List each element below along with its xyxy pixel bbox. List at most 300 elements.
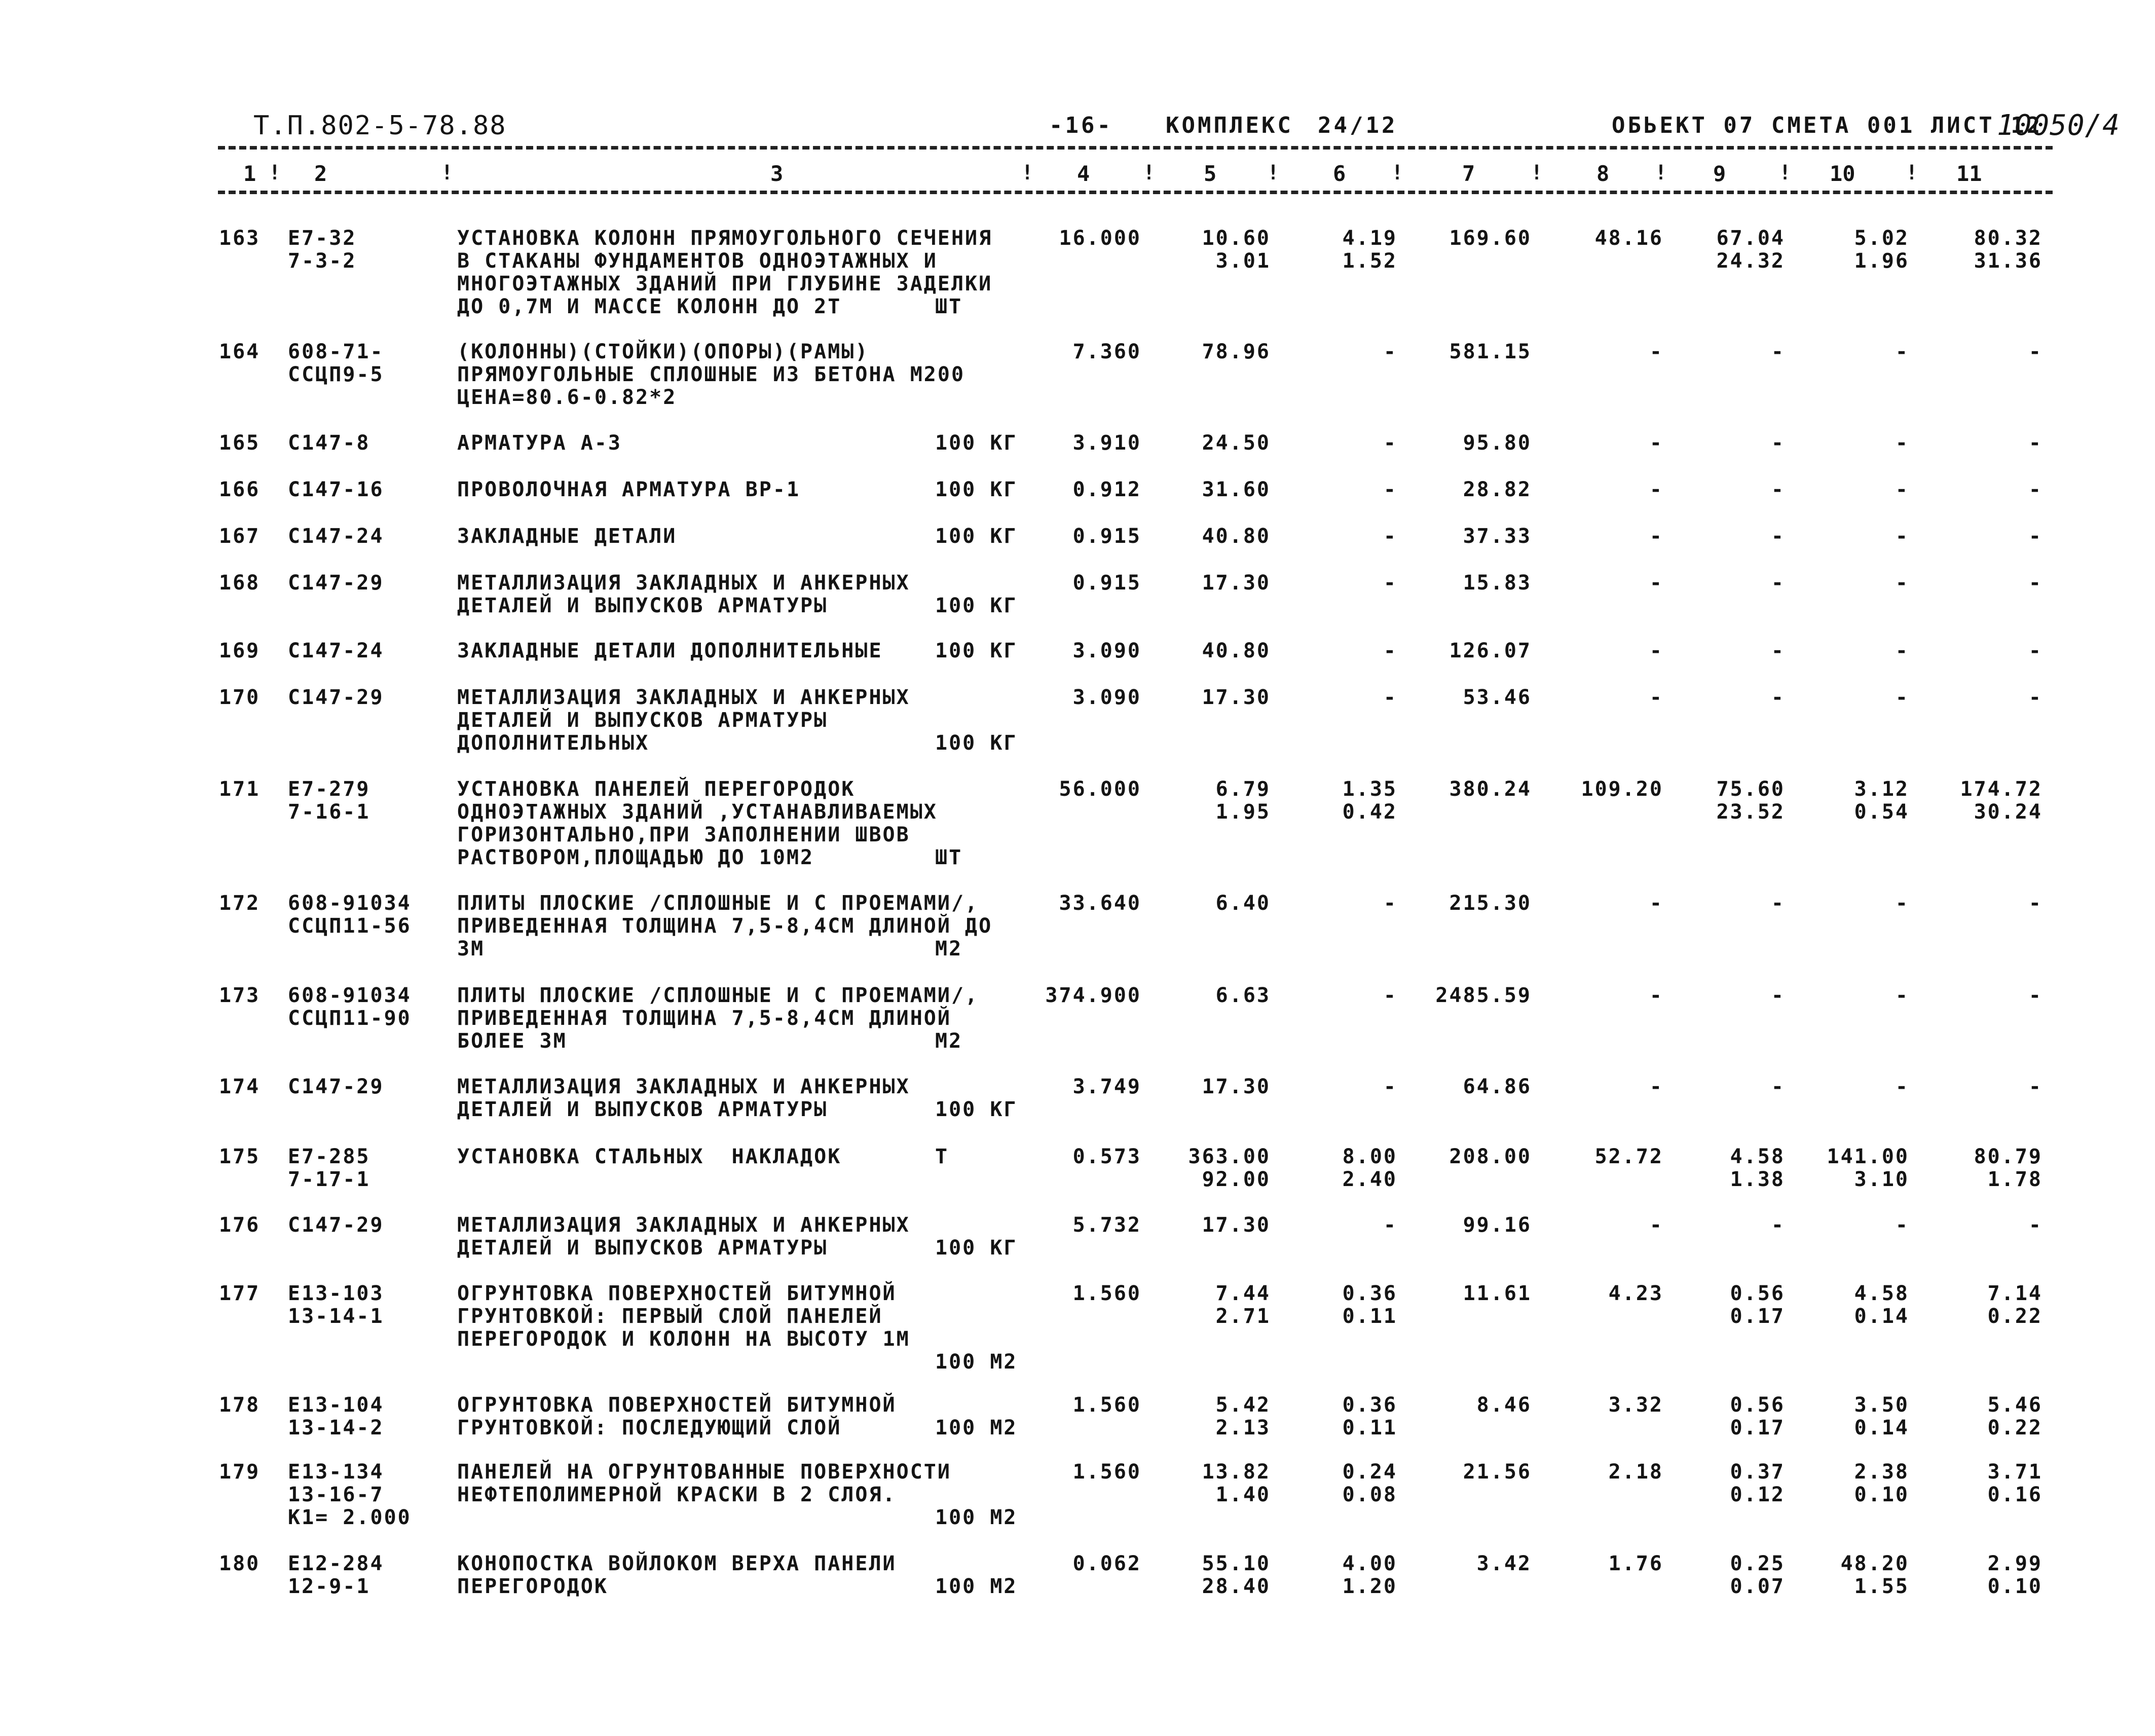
row-number-line: 170 bbox=[219, 686, 261, 709]
labor-total bbox=[1988, 1282, 2042, 1328]
machine-operation-line: - bbox=[1771, 892, 1785, 915]
labor-total bbox=[2029, 478, 2042, 501]
unit-cost-line: 40.80 bbox=[1202, 639, 1271, 662]
quantity-line: 0.912 bbox=[1072, 478, 1141, 501]
row-number bbox=[219, 572, 260, 595]
labor-total bbox=[1988, 1461, 2042, 1506]
complex-number: 24/12 bbox=[1318, 113, 1398, 138]
quantity-line: 5.732 bbox=[1072, 1213, 1141, 1237]
quantity bbox=[1073, 432, 1141, 455]
column-separator: ! bbox=[1655, 161, 1667, 184]
row-number-line: 172 bbox=[219, 892, 261, 915]
unit-cost-machines-line: 2.40 bbox=[1342, 1168, 1397, 1191]
work-description bbox=[457, 1076, 910, 1121]
norm-code-line: ССЦП9-5 bbox=[288, 363, 384, 386]
total-wages-line: 109.20 bbox=[1581, 778, 1663, 801]
norm-code-line: ССЦП11-90 bbox=[288, 1007, 412, 1030]
row-number bbox=[219, 984, 260, 1007]
quantity bbox=[1073, 1553, 1141, 1575]
row-number-line: 177 bbox=[219, 1282, 261, 1305]
norm-code-line: Е7-279 bbox=[288, 778, 370, 801]
unit-of-measure bbox=[935, 1351, 1018, 1374]
norm-code bbox=[288, 572, 384, 595]
labor-per-unit-line: - bbox=[1895, 571, 1909, 595]
labor-total-line: 174.72 bbox=[1960, 778, 2042, 801]
unit-of-measure-line: 100 М2 bbox=[935, 1416, 1018, 1439]
work-description bbox=[457, 432, 622, 455]
total-cost bbox=[1450, 640, 1532, 662]
norm-code-line: Е13-134 bbox=[288, 1460, 384, 1484]
total-cost bbox=[1450, 227, 1532, 250]
machine-operation-line: - bbox=[1771, 686, 1785, 709]
unit-cost-machines-line: 0.11 bbox=[1342, 1416, 1397, 1439]
norm-code bbox=[288, 432, 370, 455]
unit-of-measure-line: 100 КГ bbox=[935, 431, 1018, 455]
norm-code-line: 7-17-1 bbox=[288, 1168, 370, 1191]
unit-cost bbox=[1202, 1553, 1271, 1598]
row-number-line: 180 bbox=[219, 1552, 261, 1575]
machine-operation-line: 0.12 bbox=[1730, 1483, 1785, 1506]
machine-operation bbox=[1771, 892, 1785, 915]
quantity-line: 33.640 bbox=[1059, 892, 1141, 915]
work-description-line: ОГРУНТОВКА ПОВЕРХНОСТЕЙ БИТУМНОЙ bbox=[457, 1393, 897, 1417]
labor-per-unit-line: 1.96 bbox=[1854, 249, 1909, 273]
quantity bbox=[1059, 227, 1142, 250]
quantity-line: 0.573 bbox=[1072, 1145, 1141, 1168]
column-number: 1 bbox=[243, 161, 256, 186]
machine-operation bbox=[1771, 640, 1785, 662]
quantity-line: 3.910 bbox=[1072, 431, 1141, 455]
labor-per-unit-line: 0.14 bbox=[1854, 1416, 1909, 1439]
total-cost bbox=[1463, 525, 1532, 548]
unit-cost-machines-line: - bbox=[1383, 892, 1397, 915]
machine-operation bbox=[1771, 1076, 1785, 1098]
labor-total bbox=[2029, 640, 2042, 662]
row-number-line: 171 bbox=[219, 778, 261, 801]
work-description bbox=[457, 778, 938, 869]
work-description-line: УСТАНОВКА СТАЛЬНЫХ НАКЛАДОК bbox=[457, 1145, 842, 1168]
work-description-line: ГРУНТОВКОЙ: ПЕРВЫЙ СЛОЙ ПАНЕЛЕЙ bbox=[457, 1305, 883, 1328]
norm-code bbox=[288, 892, 412, 938]
labor-total-line: 0.22 bbox=[1987, 1305, 2042, 1328]
unit-cost-machines bbox=[1384, 984, 1397, 1007]
unit-cost-line: 6.40 bbox=[1215, 892, 1271, 915]
unit-cost-line: 1.40 bbox=[1215, 1483, 1271, 1506]
machine-operation-line: 0.17 bbox=[1730, 1305, 1785, 1328]
row-number-line: 174 bbox=[219, 1075, 261, 1098]
labor-per-unit bbox=[1896, 984, 1909, 1007]
unit-of-measure-line: 100 М2 bbox=[935, 1350, 1018, 1374]
column-separator: ! bbox=[1531, 161, 1543, 184]
total-cost bbox=[1463, 1214, 1532, 1237]
labor-per-unit-line: - bbox=[1895, 431, 1909, 455]
work-description-line: МЕТАЛЛИЗАЦИЯ ЗАКЛАДНЫХ И АНКЕРНЫХ bbox=[457, 1213, 910, 1237]
total-cost-line: 208.00 bbox=[1449, 1145, 1532, 1168]
quantity-line: 0.915 bbox=[1072, 571, 1141, 595]
unit-of-measure bbox=[935, 846, 962, 869]
unit-cost bbox=[1202, 1076, 1271, 1098]
labor-total bbox=[2029, 525, 2042, 548]
work-description-line: ГОРИЗОНТАЛЬНО,ПРИ ЗАПОЛНЕНИИ ШВОВ bbox=[457, 823, 910, 846]
unit-cost-machines-line: 4.19 bbox=[1342, 227, 1397, 250]
work-description bbox=[457, 1214, 910, 1260]
unit-cost bbox=[1202, 478, 1271, 501]
unit-of-measure-line: ШТ bbox=[935, 295, 963, 318]
work-description-line: КОНОПОСТКА ВОЙЛОКОМ ВЕРХА ПАНЕЛИ bbox=[457, 1552, 897, 1575]
work-description bbox=[457, 227, 992, 318]
machine-operation-line: 1.38 bbox=[1730, 1168, 1785, 1191]
work-description-line: ЗАКЛАДНЫЕ ДЕТАЛИ ДОПОЛНИТЕЛЬНЫЕ bbox=[457, 639, 883, 662]
total-wages bbox=[1650, 432, 1663, 455]
machine-operation-line: - bbox=[1771, 525, 1785, 548]
page-number: -16- bbox=[1049, 113, 1113, 138]
unit-cost-machines bbox=[1384, 572, 1397, 595]
total-wages bbox=[1650, 984, 1663, 1007]
total-cost-line: 3.42 bbox=[1476, 1552, 1532, 1575]
machine-operation-line: 75.60 bbox=[1716, 778, 1785, 801]
quantity bbox=[1073, 341, 1141, 363]
row-number bbox=[219, 1461, 260, 1484]
work-description-line: ДЕТАЛЕЙ И ВЫПУСКОВ АРМАТУРЫ bbox=[457, 709, 828, 732]
quantity bbox=[1073, 640, 1141, 662]
norm-code bbox=[288, 227, 356, 273]
total-cost-line: 95.80 bbox=[1463, 431, 1532, 455]
column-number: 7 bbox=[1462, 161, 1475, 186]
unit-cost-machines-line: 0.36 bbox=[1342, 1393, 1397, 1417]
labor-total-line: - bbox=[2028, 984, 2042, 1007]
labor-total-line: - bbox=[2028, 892, 2042, 915]
machine-operation-line: 0.56 bbox=[1730, 1393, 1785, 1417]
column-separator: ! bbox=[1906, 161, 1918, 184]
work-description-line: ПРИВЕДЕННАЯ ТОЛЩИНА 7,5-8,4СМ ДЛИНОЙ ДО bbox=[457, 914, 993, 938]
labor-per-unit-line: 1.55 bbox=[1854, 1575, 1909, 1598]
row-number-line: 169 bbox=[219, 639, 261, 662]
unit-cost-machines-line: 0.42 bbox=[1342, 800, 1397, 824]
unit-cost-line: 6.63 bbox=[1215, 984, 1271, 1007]
total-wages bbox=[1595, 1146, 1663, 1168]
total-cost-line: 126.07 bbox=[1449, 639, 1532, 662]
labor-total-line: - bbox=[2028, 639, 2042, 662]
labor-per-unit-line: 2.38 bbox=[1854, 1460, 1909, 1484]
row-number bbox=[219, 1076, 260, 1098]
work-description-line: ПЕРЕГОРОДОК bbox=[457, 1575, 608, 1598]
quantity-line: 3.090 bbox=[1072, 686, 1141, 709]
work-description-line: ПЕРЕГОРОДОК И КОЛОНН НА ВЫСОТУ 1М bbox=[457, 1327, 910, 1351]
machine-operation bbox=[1771, 1214, 1785, 1237]
total-wages-line: 52.72 bbox=[1594, 1145, 1663, 1168]
labor-total-line: - bbox=[2028, 1075, 2042, 1098]
machine-operation-line: - bbox=[1771, 478, 1785, 501]
labor-per-unit bbox=[1854, 778, 1909, 824]
labor-per-unit-line: 3.10 bbox=[1854, 1168, 1909, 1191]
unit-of-measure-line: 100 КГ bbox=[935, 525, 1018, 548]
machine-operation bbox=[1771, 525, 1785, 548]
norm-code-line: Е12-284 bbox=[288, 1552, 384, 1575]
column-number: 9 bbox=[1713, 161, 1726, 186]
quantity bbox=[1059, 778, 1142, 801]
total-cost bbox=[1463, 686, 1532, 709]
unit-cost-machines-line: 8.00 bbox=[1342, 1145, 1397, 1168]
quantity bbox=[1073, 1214, 1141, 1237]
unit-cost bbox=[1202, 686, 1271, 709]
labor-total-line: 80.32 bbox=[1974, 227, 2042, 250]
norm-code bbox=[288, 778, 370, 824]
unit-cost-machines-line: - bbox=[1383, 525, 1397, 548]
total-wages-line: 3.32 bbox=[1608, 1393, 1663, 1417]
row-number bbox=[219, 1146, 260, 1168]
labor-per-unit bbox=[1854, 1282, 1909, 1328]
row-number-line: 165 bbox=[219, 431, 261, 455]
labor-per-unit bbox=[1854, 1394, 1909, 1439]
machine-operation-line: - bbox=[1771, 431, 1785, 455]
quantity-line: 0.062 bbox=[1072, 1552, 1141, 1575]
norm-code-line: С147-8 bbox=[288, 431, 370, 455]
unit-cost-machines bbox=[1343, 1394, 1397, 1439]
unit-cost-machines-line: - bbox=[1383, 340, 1397, 363]
norm-code-line: 608-91034 bbox=[288, 984, 412, 1007]
total-cost-line: 15.83 bbox=[1463, 571, 1532, 595]
row-number-line: 167 bbox=[219, 525, 261, 548]
labor-total bbox=[1974, 1146, 2042, 1191]
norm-code bbox=[288, 1553, 384, 1598]
work-description-line: ДЕТАЛЕЙ И ВЫПУСКОВ АРМАТУРЫ bbox=[457, 1098, 828, 1121]
labor-total-line: 0.22 bbox=[1987, 1416, 2042, 1439]
labor-total-line: - bbox=[2028, 686, 2042, 709]
unit-cost bbox=[1202, 572, 1271, 595]
machine-operation bbox=[1771, 984, 1785, 1007]
work-description-line: ПАНЕЛЕЙ НА ОГРУНТОВАННЫЕ ПОВЕРХНОСТИ bbox=[457, 1460, 951, 1484]
quantity-line: 374.900 bbox=[1045, 984, 1141, 1007]
machine-operation bbox=[1771, 572, 1785, 595]
labor-total-line: 31.36 bbox=[1974, 249, 2042, 273]
unit-cost-line: 13.82 bbox=[1202, 1460, 1271, 1484]
row-number-line: 164 bbox=[219, 340, 261, 363]
unit-cost-machines bbox=[1384, 686, 1397, 709]
unit-of-measure bbox=[935, 1506, 1018, 1529]
unit-of-measure bbox=[935, 432, 1018, 455]
machine-operation bbox=[1730, 1461, 1785, 1506]
unit-cost-line: 3.01 bbox=[1215, 249, 1271, 273]
quantity bbox=[1045, 984, 1141, 1007]
unit-of-measure-line: М2 bbox=[935, 937, 963, 961]
norm-code bbox=[288, 478, 384, 501]
machine-operation-line: 0.56 bbox=[1730, 1282, 1785, 1305]
column-separator: ! bbox=[269, 161, 281, 184]
labor-total bbox=[1988, 1394, 2042, 1439]
machine-operation-line: 0.25 bbox=[1730, 1552, 1785, 1575]
column-separator: ! bbox=[1143, 161, 1156, 184]
machine-operation-line: - bbox=[1771, 1075, 1785, 1098]
unit-cost-machines bbox=[1343, 1146, 1397, 1191]
labor-per-unit bbox=[1896, 525, 1909, 548]
labor-total-line: 2.99 bbox=[1987, 1552, 2042, 1575]
unit-cost-machines-line: 0.36 bbox=[1342, 1282, 1397, 1305]
labor-total-line: - bbox=[2028, 431, 2042, 455]
unit-cost-line: 92.00 bbox=[1202, 1168, 1271, 1191]
machine-operation-line: 67.04 bbox=[1716, 227, 1785, 250]
unit-cost bbox=[1216, 1394, 1271, 1439]
unit-cost-line: 24.50 bbox=[1202, 431, 1271, 455]
unit-cost bbox=[1202, 1461, 1271, 1506]
machine-operation-line: - bbox=[1771, 340, 1785, 363]
work-description-line: ЦЕНА=80.6-0.82*2 bbox=[457, 386, 677, 409]
unit-cost bbox=[1216, 1282, 1271, 1328]
norm-code-line: С147-16 bbox=[288, 478, 384, 501]
header-divider bbox=[218, 146, 2053, 150]
unit-of-measure-line: 100 М2 bbox=[935, 1506, 1018, 1529]
total-wages bbox=[1609, 1553, 1663, 1575]
quantity bbox=[1073, 1076, 1141, 1098]
total-cost bbox=[1450, 341, 1532, 363]
quantity bbox=[1073, 1282, 1141, 1305]
work-description bbox=[457, 984, 979, 1053]
total-wages-line: - bbox=[1649, 686, 1663, 709]
unit-cost-line: 1.95 bbox=[1215, 800, 1271, 824]
work-description-line: УСТАНОВКА ПАНЕЛЕЙ ПЕРЕГОРОДОК bbox=[457, 778, 856, 801]
unit-cost-machines bbox=[1384, 432, 1397, 455]
unit-cost-machines bbox=[1384, 525, 1397, 548]
column-separator: ! bbox=[1021, 161, 1034, 184]
total-wages-line: - bbox=[1649, 340, 1663, 363]
labor-per-unit-line: - bbox=[1895, 478, 1909, 501]
unit-cost-machines bbox=[1343, 227, 1397, 273]
quantity bbox=[1073, 1394, 1141, 1417]
unit-cost-machines-line: - bbox=[1383, 639, 1397, 662]
unit-cost-machines-line: 1.35 bbox=[1342, 778, 1397, 801]
total-cost-line: 21.56 bbox=[1463, 1460, 1532, 1484]
work-description-line: ГРУНТОВКОЙ: ПОСЛЕДУЮЩИЙ СЛОЙ bbox=[457, 1416, 842, 1439]
machine-operation bbox=[1771, 686, 1785, 709]
unit-of-measure-line: 100 КГ bbox=[935, 731, 1018, 755]
unit-cost bbox=[1216, 778, 1271, 824]
work-description-line: ОГРУНТОВКА ПОВЕРХНОСТЕЙ БИТУМНОЙ bbox=[457, 1282, 897, 1305]
unit-cost-machines-line: 0.24 bbox=[1342, 1460, 1397, 1484]
norm-code-line: 608-91034 bbox=[288, 892, 412, 915]
work-description-line: ПРОВОЛОЧНАЯ АРМАТУРА ВР-1 bbox=[457, 478, 801, 501]
total-cost-line: 2485.59 bbox=[1435, 984, 1532, 1007]
work-description bbox=[457, 892, 992, 961]
machine-operation bbox=[1730, 1394, 1785, 1439]
unit-cost-line: 17.30 bbox=[1202, 571, 1271, 595]
unit-cost-line: 2.71 bbox=[1215, 1305, 1271, 1328]
labor-per-unit-line: 0.54 bbox=[1854, 800, 1909, 824]
unit-of-measure-line: Т bbox=[935, 1145, 949, 1168]
unit-cost-line: 6.79 bbox=[1215, 778, 1271, 801]
unit-cost-machines-line: 4.00 bbox=[1342, 1552, 1397, 1575]
work-description-line: В СТАКАНЫ ФУНДАМЕНТОВ ОДНОЭТАЖНЫХ И bbox=[457, 249, 938, 273]
unit-cost-machines-line: - bbox=[1383, 478, 1397, 501]
quantity bbox=[1073, 1146, 1141, 1168]
norm-code-line: Е7-32 bbox=[288, 227, 357, 250]
unit-of-measure-line: 100 КГ bbox=[935, 1098, 1018, 1121]
labor-per-unit-line: 3.50 bbox=[1854, 1393, 1909, 1417]
machine-operation-line: 4.58 bbox=[1730, 1145, 1785, 1168]
total-cost-line: 8.46 bbox=[1476, 1393, 1532, 1417]
labor-per-unit-line: 0.10 bbox=[1854, 1483, 1909, 1506]
labor-per-unit-line: - bbox=[1895, 525, 1909, 548]
labor-per-unit-line: 5.02 bbox=[1854, 227, 1909, 250]
quantity-line: 3.749 bbox=[1072, 1075, 1141, 1098]
machine-operation-line: 0.37 bbox=[1730, 1460, 1785, 1484]
labor-total-line: 80.79 bbox=[1974, 1145, 2042, 1168]
labor-total-line: 5.46 bbox=[1987, 1393, 2042, 1417]
total-wages-line: - bbox=[1649, 892, 1663, 915]
column-separator: ! bbox=[1779, 161, 1792, 184]
unit-cost-machines-line: 1.20 bbox=[1342, 1575, 1397, 1598]
unit-cost bbox=[1202, 1214, 1271, 1237]
row-number bbox=[219, 778, 260, 801]
labor-total-line: - bbox=[2028, 525, 2042, 548]
total-wages-line: - bbox=[1649, 1075, 1663, 1098]
labor-total-line: - bbox=[2028, 340, 2042, 363]
total-wages bbox=[1650, 341, 1663, 363]
unit-of-measure bbox=[935, 1417, 1018, 1439]
work-description-line: БОЛЕЕ 3М bbox=[457, 1029, 567, 1053]
labor-per-unit bbox=[1896, 572, 1909, 595]
total-wages bbox=[1650, 892, 1663, 915]
total-wages bbox=[1650, 478, 1663, 501]
unit-cost-machines bbox=[1384, 1076, 1397, 1098]
labor-total bbox=[2029, 572, 2042, 595]
unit-of-measure-line: 100 КГ bbox=[935, 478, 1018, 501]
machine-operation-line: 23.52 bbox=[1716, 800, 1785, 824]
row-number bbox=[219, 892, 260, 915]
norm-code bbox=[288, 525, 384, 548]
row-number bbox=[219, 1394, 260, 1417]
total-cost-line: 37.33 bbox=[1463, 525, 1532, 548]
row-number-line: 176 bbox=[219, 1213, 261, 1237]
total-cost bbox=[1450, 778, 1532, 801]
quantity bbox=[1059, 892, 1142, 915]
work-description-line: (КОЛОННЫ)(СТОЙКИ)(ОПОРЫ)(РАМЫ) bbox=[457, 340, 869, 363]
unit-cost-machines bbox=[1343, 1461, 1397, 1506]
unit-cost bbox=[1216, 984, 1271, 1007]
work-description-line: УСТАНОВКА КОЛОНН ПРЯМОУГОЛЬНОГО СЕЧЕНИЯ bbox=[457, 227, 993, 250]
quantity bbox=[1073, 686, 1141, 709]
column-header-divider bbox=[218, 191, 2053, 194]
work-description-line: ПЛИТЫ ПЛОСКИЕ /СПЛОШНЫЕ И С ПРОЕМАМИ/, bbox=[457, 892, 979, 915]
work-description bbox=[457, 572, 910, 617]
unit-cost-line: 28.40 bbox=[1202, 1575, 1271, 1598]
total-cost bbox=[1450, 892, 1532, 915]
labor-total bbox=[2029, 432, 2042, 455]
unit-cost-line: 17.30 bbox=[1202, 1213, 1271, 1237]
unit-cost-line: 40.80 bbox=[1202, 525, 1271, 548]
unit-of-measure bbox=[935, 478, 1018, 501]
machine-operation bbox=[1717, 227, 1785, 273]
unit-cost-line: 31.60 bbox=[1202, 478, 1271, 501]
total-wages bbox=[1609, 1461, 1663, 1484]
machine-operation bbox=[1717, 778, 1785, 824]
machine-operation-line: 0.07 bbox=[1730, 1575, 1785, 1598]
work-description-line: ПРИВЕДЕННАЯ ТОЛЩИНА 7,5-8,4СМ ДЛИНОЙ bbox=[457, 1007, 951, 1030]
quantity-line: 3.090 bbox=[1072, 639, 1141, 662]
total-wages bbox=[1650, 1076, 1663, 1098]
labor-per-unit-line: 4.58 bbox=[1854, 1282, 1909, 1305]
machine-operation bbox=[1730, 1553, 1785, 1598]
unit-cost-machines-line: - bbox=[1383, 1213, 1397, 1237]
work-description-line: МЕТАЛЛИЗАЦИЯ ЗАКЛАДНЫХ И АНКЕРНЫХ bbox=[457, 571, 910, 595]
total-wages-line: 1.76 bbox=[1608, 1552, 1663, 1575]
unit-of-measure bbox=[935, 525, 1018, 548]
unit-cost-line: 17.30 bbox=[1202, 686, 1271, 709]
unit-cost-machines-line: - bbox=[1383, 1075, 1397, 1098]
quantity-line: 0.915 bbox=[1072, 525, 1141, 548]
work-description bbox=[457, 1146, 841, 1168]
unit-cost-machines bbox=[1343, 778, 1397, 824]
unit-cost-machines-line: - bbox=[1383, 686, 1397, 709]
quantity-line: 56.000 bbox=[1059, 778, 1141, 801]
